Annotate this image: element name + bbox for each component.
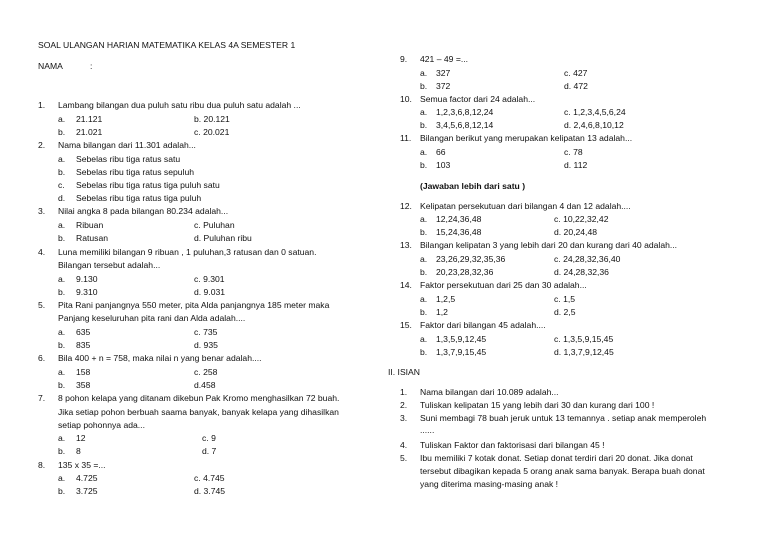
option-letter: a. — [58, 274, 66, 284]
question-number: 14. — [400, 280, 412, 290]
option-a: 158 — [76, 367, 91, 377]
option-letter: b. — [58, 127, 66, 137]
question-text: Nama bilangan dari 11.301 adalah... — [58, 140, 196, 150]
option-d: d. 935 — [194, 340, 218, 350]
essay-question: Ibu memiliki 7 kotak donat. Setiap donat terdiri dari 20 donat. Jika donat — [420, 453, 693, 463]
option-b: Ratusan — [76, 233, 109, 243]
option-letter: b. — [58, 486, 66, 496]
question-text: 8 pohon kelapa yang ditanam dikebun Pak Kromo menghasilkan 72 buah. — [58, 393, 340, 403]
essay-question-cont: ...... — [420, 425, 435, 435]
option-letter: b. — [58, 287, 66, 297]
option-a: Sebelas ribu tiga ratus satu — [76, 154, 181, 164]
option-a: 1,2,5 — [436, 294, 456, 304]
question-text: Pita Rani panjangnya 550 meter, pita Alda panjangnya 185 meter maka — [58, 300, 330, 310]
option-d: d. 2,5 — [554, 307, 576, 317]
option-c: c. 4.745 — [194, 473, 225, 483]
essay-question: Tuliskan Faktor dan faktorisasi dari bilangan 45 ! — [420, 440, 605, 450]
question-text: Kelipatan persekutuan dari bilangan 4 dan 12 adalah.... — [420, 201, 631, 211]
section-heading-isian: II. ISIAN — [388, 367, 420, 377]
question-number: 13. — [400, 240, 412, 250]
option-d: d. 7 — [202, 446, 217, 456]
option-letter: b. — [420, 307, 428, 317]
option-a: 12,24,36,48 — [436, 214, 482, 224]
essay-number: 4. — [400, 440, 408, 450]
option-a: 1,2,3,6,8,12,24 — [436, 107, 494, 117]
option-b: 103 — [436, 160, 451, 170]
option-d: d. 472 — [564, 81, 588, 91]
option-letter: a. — [58, 433, 66, 443]
question-number: 11. — [400, 133, 412, 143]
option-c: c. 258 — [194, 367, 218, 377]
option-a: 4.725 — [76, 473, 98, 483]
question-number: 10. — [400, 94, 412, 104]
option-letter: b. — [58, 380, 66, 390]
question-text-cont: Panjang keseluruhan pita rani dan Alda adalah.... — [58, 313, 246, 323]
question-number: 4. — [38, 247, 46, 257]
option-b: 835 — [76, 340, 91, 350]
essay-number: 1. — [400, 387, 408, 397]
option-a: 21.121 — [76, 114, 103, 124]
option-b: 1,2 — [436, 307, 448, 317]
question-number: 3. — [38, 206, 46, 216]
question-text: Bilangan berikut yang merupakan kelipatan 13 adalah... — [420, 133, 633, 143]
essay-question-cont: yang diterima masing-masing anak ! — [420, 479, 559, 489]
option-c: c. 24,28,32,36,40 — [554, 254, 621, 264]
name-colon: : — [90, 61, 93, 71]
option-b: 15,24,36,48 — [436, 227, 482, 237]
question-number: 2. — [38, 140, 46, 150]
option-letter: a. — [420, 147, 428, 157]
option-c: c. 9 — [202, 433, 216, 443]
option-b: 3,4,5,6,8,12,14 — [436, 120, 494, 130]
question-number: 9. — [400, 54, 408, 64]
option-letter: a. — [420, 294, 428, 304]
option-a: 12 — [76, 433, 86, 443]
option-letter: b. — [420, 160, 428, 170]
option-b: 9.310 — [76, 287, 98, 297]
option-c: c. 10,22,32,42 — [554, 214, 609, 224]
question-text: Faktor persekutuan dari 25 dan 30 adalah... — [420, 280, 587, 290]
question-text: Semua factor dari 24 adalah... — [420, 94, 536, 104]
essay-number: 3. — [400, 413, 408, 423]
question-number: 12. — [400, 201, 412, 211]
option-d: d. 9.031 — [194, 287, 226, 297]
essay-question: Suni membagi 78 buah jeruk untuk 13 temannya . setiap anak memperoleh — [420, 413, 707, 423]
question-number: 8. — [38, 460, 46, 470]
option-letter: a. — [58, 473, 66, 483]
option-b: 358 — [76, 380, 91, 390]
essay-question: Nama bilangan dari 10.089 adalah... — [420, 387, 559, 397]
option-letter: b. — [420, 81, 428, 91]
option-letter: b. — [420, 227, 428, 237]
option-c: c. 1,2,3,4,5,6,24 — [564, 107, 626, 117]
question-text: Bilangan kelipatan 3 yang lebih dari 20 dan kurang dari 40 adalah... — [420, 240, 678, 250]
option-letter: b. — [58, 233, 66, 243]
question-text: 135 x 35 =... — [58, 460, 106, 470]
option-b: Sebelas ribu tiga ratus sepuluh — [76, 167, 195, 177]
essay-number: 2. — [400, 400, 408, 410]
multi-answer-note: (Jawaban lebih dari satu ) — [420, 181, 526, 191]
question-text: 421 – 49 =... — [420, 54, 469, 64]
option-letter: a. — [420, 254, 428, 264]
option-a: 66 — [436, 147, 446, 157]
option-a: 23,26,29,32,35,36 — [436, 254, 506, 264]
option-a: 635 — [76, 327, 91, 337]
question-number: 1. — [38, 100, 46, 110]
option-d: d. Puluhan ribu — [194, 233, 252, 243]
question-text-cont: setiap pohonnya ada... — [58, 420, 145, 430]
question-text: Nilai angka 8 pada bilangan 80.234 adalah... — [58, 206, 229, 216]
option-b: 21.021 — [76, 127, 103, 137]
option-b: 20,23,28,32,36 — [436, 267, 494, 277]
option-letter: a. — [58, 114, 66, 124]
option-c: c. 427 — [564, 68, 588, 78]
option-letter: b. — [420, 120, 428, 130]
option-d: d. 2,4,6,8,10,12 — [564, 120, 624, 130]
option-letter: b. — [420, 347, 428, 357]
option-letter: d. — [58, 193, 66, 203]
option-c: c. 78 — [564, 147, 583, 157]
option-d: d. 3.745 — [194, 486, 226, 496]
question-number: 5. — [38, 300, 46, 310]
question-text: Faktor dari bilangan 45 adalah.... — [420, 320, 546, 330]
option-letter: a. — [58, 367, 66, 377]
option-a: 327 — [436, 68, 451, 78]
option-letter: a. — [420, 214, 428, 224]
option-d: d.458 — [194, 380, 216, 390]
option-letter: a. — [420, 68, 428, 78]
option-c: c. 9.301 — [194, 274, 225, 284]
option-c: c. 735 — [194, 327, 218, 337]
option-letter: a. — [420, 107, 428, 117]
option-letter: b. — [58, 446, 66, 456]
option-d: d. 20,24,48 — [554, 227, 598, 237]
option-b: 1,3,7,9,15,45 — [436, 347, 487, 357]
option-a: Ribuan — [76, 220, 104, 230]
option-letter: a. — [420, 334, 428, 344]
question-number: 6. — [38, 353, 46, 363]
option-a: 1,3,5,9,12,45 — [436, 334, 487, 344]
option-c: c. 1,3,5,9,15,45 — [554, 334, 614, 344]
question-text: Lambang bilangan dua puluh satu ribu dua puluh satu adalah ... — [58, 100, 301, 110]
option-letter: a. — [58, 220, 66, 230]
option-letter: c. — [58, 180, 65, 190]
option-letter: b. — [420, 267, 428, 277]
question-number: 7. — [38, 393, 46, 403]
question-text: Luna memiliki bilangan 9 ribuan , 1 puluhan,3 ratusan dan 0 satuan. — [58, 247, 317, 257]
option-b: 3.725 — [76, 486, 98, 496]
question-text-cont: Bilangan tersebut adalah... — [58, 260, 161, 270]
option-d: c. 20.021 — [194, 127, 230, 137]
essay-question-cont: tersebut dibagikan kepada 5 orang anak sama banyak. Berapa buah donat — [420, 466, 705, 476]
option-d: d. 112 — [564, 160, 588, 170]
option-letter: b. — [58, 340, 66, 350]
option-c: Sebelas ribu tiga ratus tiga puluh satu — [76, 180, 220, 190]
option-a: 9.130 — [76, 274, 98, 284]
question-text: Bila 400 + n = 758, maka nilai n yang benar adalah.... — [58, 353, 262, 363]
option-c: c. Puluhan — [194, 220, 235, 230]
worksheet-title: SOAL ULANGAN HARIAN MATEMATIKA KELAS 4A SEMESTER 1 — [38, 40, 296, 50]
question-number: 15. — [400, 320, 412, 330]
option-c: b. 20.121 — [194, 114, 230, 124]
option-letter: a. — [58, 154, 66, 164]
option-c: c. 1,5 — [554, 294, 576, 304]
option-d: Sebelas ribu tiga ratus tiga puluh — [76, 193, 202, 203]
name-label: NAMA — [38, 61, 63, 71]
option-b: 8 — [76, 446, 81, 456]
option-d: d. 24,28,32,36 — [554, 267, 609, 277]
option-letter: a. — [58, 327, 66, 337]
option-b: 372 — [436, 81, 451, 91]
option-letter: b. — [58, 167, 66, 177]
question-text-cont: Jika setiap pohon berbuah saama banyak, banyak kelapa yang dihasilkan — [58, 407, 339, 417]
essay-question: Tuliskan kelipatan 15 yang lebih dari 30 dan kurang dari 100 ! — [420, 400, 655, 410]
essay-number: 5. — [400, 453, 408, 463]
option-d: d. 1,3,7,9,12,45 — [554, 347, 614, 357]
